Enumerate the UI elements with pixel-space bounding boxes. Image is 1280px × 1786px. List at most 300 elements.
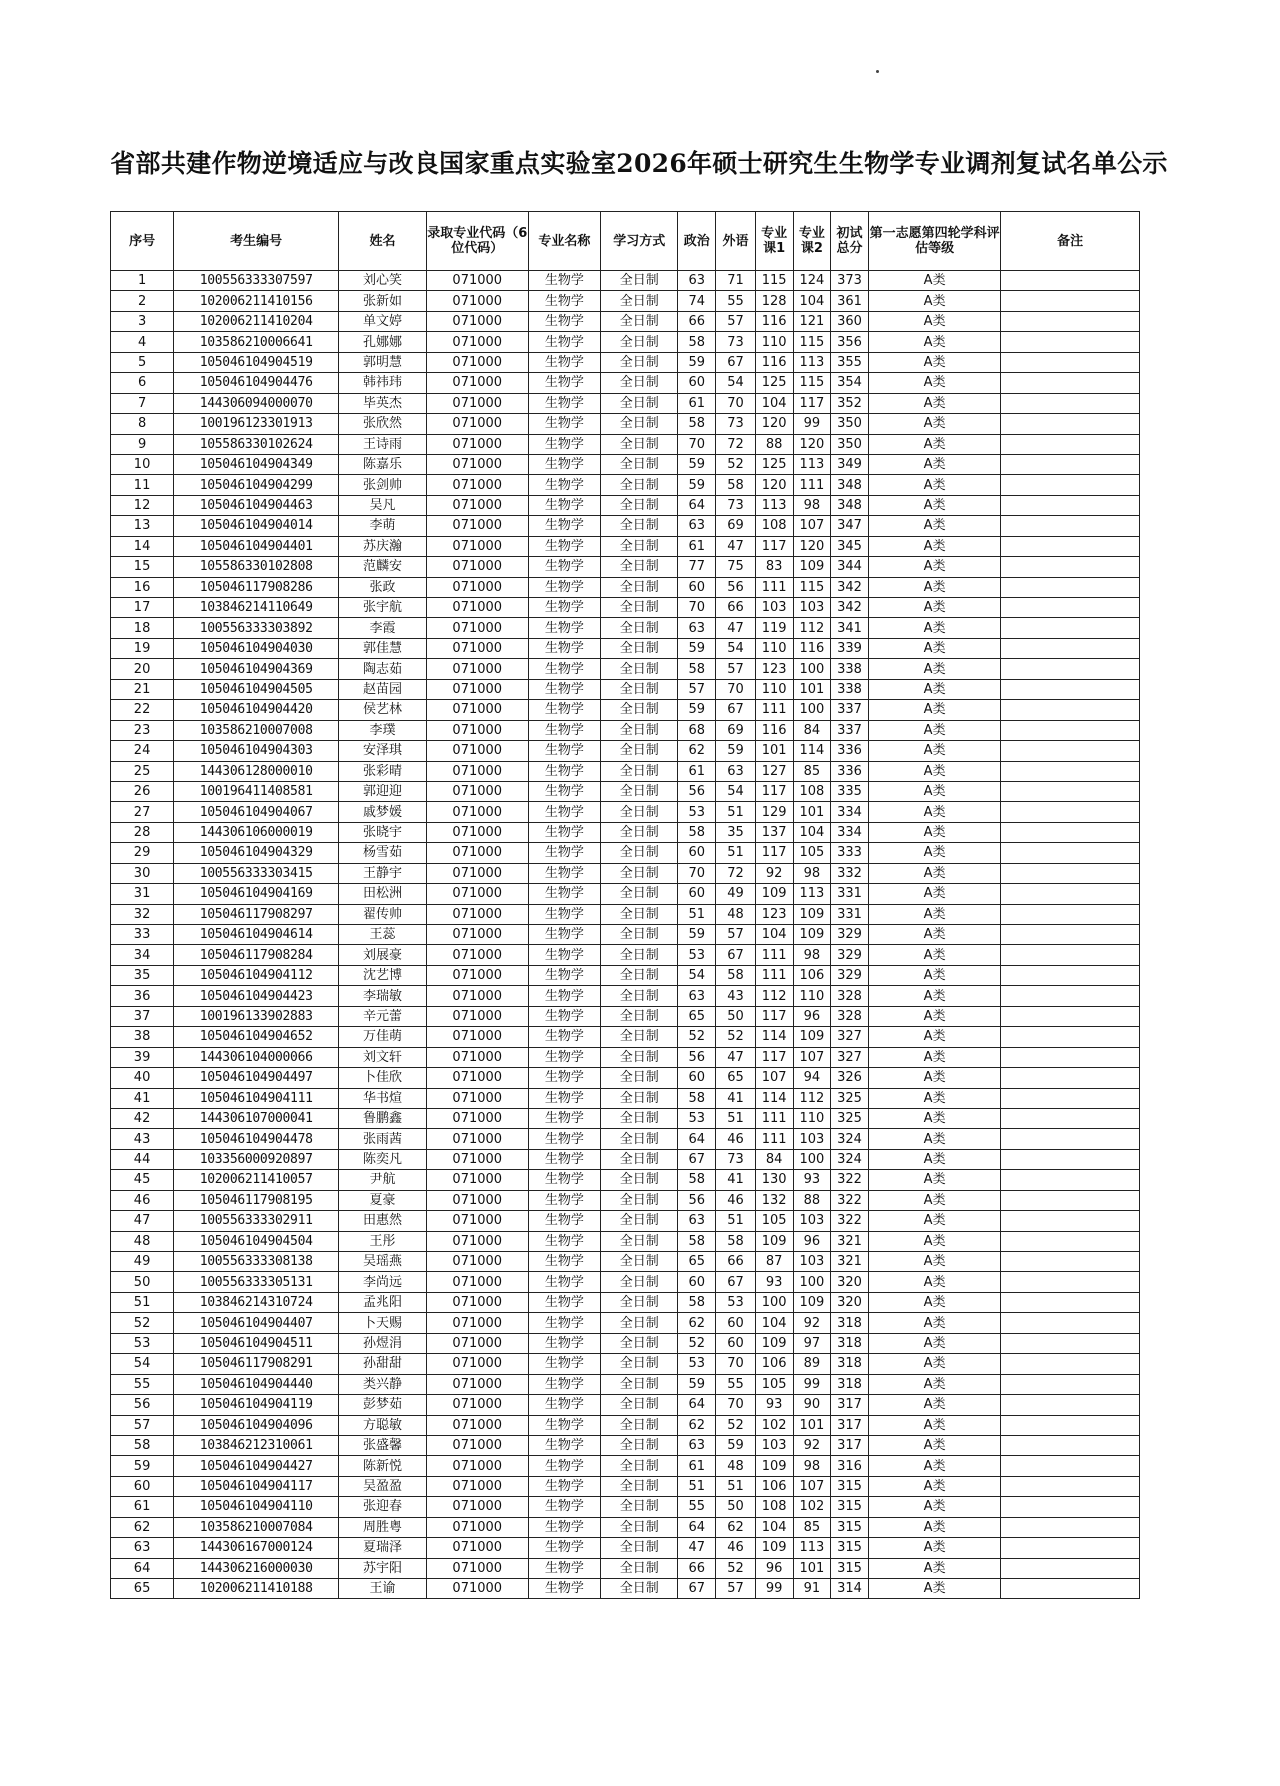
table-cell: 071000	[426, 720, 528, 740]
table-cell: 105046104904299	[174, 475, 339, 495]
table-row	[111, 1129, 1140, 1149]
table-cell: 生物学	[528, 1354, 600, 1374]
table-cell: 339	[831, 638, 869, 658]
table-cell: 071000	[426, 1354, 528, 1374]
table-cell: 4	[111, 332, 174, 352]
table-row	[111, 638, 1140, 658]
table-cell: 毕英杰	[339, 393, 427, 413]
table-cell: 071000	[426, 1497, 528, 1517]
table-cell: A类	[868, 291, 1000, 311]
table-cell: 109	[755, 1231, 793, 1251]
table-cell	[1001, 291, 1140, 311]
table-row	[111, 659, 1140, 679]
column-header: 录取专业代码（6位代码）	[426, 212, 528, 271]
table-cell: 97	[793, 1333, 831, 1353]
table-cell: 全日制	[601, 1272, 678, 1292]
table-cell: 67	[716, 352, 756, 372]
table-cell: 102006211410204	[174, 311, 339, 331]
table-cell: 53	[716, 1292, 756, 1312]
table-cell: 071000	[426, 414, 528, 434]
table-cell: 生物学	[528, 1292, 600, 1312]
table-cell: A类	[868, 577, 1000, 597]
table-cell: 103846214110649	[174, 598, 339, 618]
table-cell: 王谕	[339, 1579, 427, 1599]
table-row	[111, 1272, 1140, 1292]
table-cell: A类	[868, 1374, 1000, 1394]
table-cell: 53	[111, 1333, 174, 1353]
table-cell	[1001, 1456, 1140, 1476]
table-cell: 109	[793, 557, 831, 577]
table-row	[111, 1292, 1140, 1312]
table-cell: 生物学	[528, 761, 600, 781]
table-cell: A类	[868, 332, 1000, 352]
table-cell: 123	[755, 659, 793, 679]
table-cell: 58	[678, 1292, 716, 1312]
table-cell	[1001, 720, 1140, 740]
table-cell: 生物学	[528, 291, 600, 311]
table-cell: 116	[755, 720, 793, 740]
table-cell: 生物学	[528, 454, 600, 474]
table-cell: 56	[678, 1047, 716, 1067]
table-cell: 105046104904030	[174, 638, 339, 658]
table-cell: 生物学	[528, 986, 600, 1006]
table-cell: 338	[831, 659, 869, 679]
table-cell: 314	[831, 1579, 869, 1599]
table-cell: 陈奕凡	[339, 1149, 427, 1169]
table-cell: 全日制	[601, 577, 678, 597]
table-cell: 全日制	[601, 332, 678, 352]
table-cell	[1001, 1068, 1140, 1088]
table-cell: A类	[868, 1538, 1000, 1558]
table-cell: 113	[793, 352, 831, 372]
table-cell: 100556333305131	[174, 1272, 339, 1292]
table-cell: 全日制	[601, 741, 678, 761]
table-cell: 田松洲	[339, 884, 427, 904]
table-cell: 13	[111, 516, 174, 536]
table-cell: 全日制	[601, 700, 678, 720]
table-cell	[1001, 679, 1140, 699]
table-cell	[1001, 393, 1140, 413]
table-cell: 104	[755, 925, 793, 945]
table-cell: A类	[868, 1558, 1000, 1578]
table-cell: 071000	[426, 700, 528, 720]
table-cell: 66	[678, 1558, 716, 1578]
table-cell: 47	[716, 536, 756, 556]
table-cell: 2	[111, 291, 174, 311]
table-row	[111, 1231, 1140, 1251]
table-cell: 071000	[426, 1292, 528, 1312]
table-cell: 58	[678, 659, 716, 679]
table-row	[111, 1190, 1140, 1210]
table-cell: 全日制	[601, 1476, 678, 1496]
table-cell: 61	[678, 1456, 716, 1476]
table-row	[111, 1088, 1140, 1108]
table-cell: A类	[868, 618, 1000, 638]
table-cell	[1001, 822, 1140, 842]
table-cell: 48	[716, 904, 756, 924]
table-cell: 37	[111, 1006, 174, 1026]
table-cell: 70	[716, 1354, 756, 1374]
table-cell: 63	[678, 618, 716, 638]
table-cell: 田惠然	[339, 1211, 427, 1231]
table-cell: 全日制	[601, 761, 678, 781]
table-cell: 100	[793, 659, 831, 679]
table-cell: 104	[793, 291, 831, 311]
table-cell: 318	[831, 1354, 869, 1374]
table-cell: 102	[755, 1415, 793, 1435]
table-cell: A类	[868, 679, 1000, 699]
table-cell: 341	[831, 618, 869, 638]
table-cell: 113	[793, 884, 831, 904]
table-cell: 74	[678, 291, 716, 311]
table-cell: 071000	[426, 925, 528, 945]
table-cell: 47	[111, 1211, 174, 1231]
table-cell: 全日制	[601, 1374, 678, 1394]
table-cell: 52	[716, 1558, 756, 1578]
table-cell: 生物学	[528, 1211, 600, 1231]
table-cell: 生物学	[528, 1272, 600, 1292]
table-cell: 132	[755, 1190, 793, 1210]
table-row	[111, 1558, 1140, 1578]
table-cell: 105046117908291	[174, 1354, 339, 1374]
table-cell: 全日制	[601, 1129, 678, 1149]
column-header: 学习方式	[601, 212, 678, 271]
table-cell: 114	[755, 1088, 793, 1108]
table-cell: 101	[793, 1558, 831, 1578]
table-cell: 321	[831, 1231, 869, 1251]
table-cell	[1001, 1231, 1140, 1251]
table-cell: 46	[111, 1190, 174, 1210]
table-cell	[1001, 454, 1140, 474]
table-cell: 67	[678, 1149, 716, 1169]
table-cell: 全日制	[601, 1558, 678, 1578]
table-row	[111, 986, 1140, 1006]
table-cell: 114	[793, 741, 831, 761]
table-cell: 46	[716, 1190, 756, 1210]
table-cell: 全日制	[601, 598, 678, 618]
table-cell: A类	[868, 741, 1000, 761]
table-cell: 110	[755, 679, 793, 699]
table-cell: 071000	[426, 1415, 528, 1435]
table-cell: 孙煜涓	[339, 1333, 427, 1353]
table-cell: 65	[678, 1006, 716, 1026]
table-cell: 64	[678, 1517, 716, 1537]
table-cell: 华书煊	[339, 1088, 427, 1108]
table-cell: 42	[111, 1108, 174, 1128]
column-header: 外语	[716, 212, 756, 271]
table-cell: 生物学	[528, 516, 600, 536]
table-cell: A类	[868, 1313, 1000, 1333]
table-cell: 071000	[426, 373, 528, 393]
table-cell: 67	[678, 1579, 716, 1599]
table-cell: 15	[111, 557, 174, 577]
table-cell: 全日制	[601, 1231, 678, 1251]
table-cell: 071000	[426, 1476, 528, 1496]
table-cell: 生物学	[528, 1517, 600, 1537]
table-cell: 96	[793, 1231, 831, 1251]
table-cell: 生物学	[528, 1476, 600, 1496]
table-cell: 全日制	[601, 843, 678, 863]
table-cell: 58	[678, 414, 716, 434]
table-cell: 安泽琪	[339, 741, 427, 761]
table-cell: 55	[111, 1374, 174, 1394]
table-cell: 69	[716, 516, 756, 536]
table-cell: 100556333308138	[174, 1252, 339, 1272]
table-cell: 44	[111, 1149, 174, 1169]
table-cell: 93	[793, 1170, 831, 1190]
table-cell: 071000	[426, 271, 528, 291]
table-cell	[1001, 1476, 1140, 1496]
table-cell: 071000	[426, 741, 528, 761]
table-cell: 071000	[426, 863, 528, 883]
table-cell: 61	[678, 393, 716, 413]
table-cell: 071000	[426, 781, 528, 801]
table-cell: 全日制	[601, 434, 678, 454]
table-cell: 63	[678, 1435, 716, 1455]
table-cell: 70	[678, 598, 716, 618]
table-cell	[1001, 1108, 1140, 1128]
table-cell: A类	[868, 1068, 1000, 1088]
table-cell: 生物学	[528, 1538, 600, 1558]
table-cell: 27	[111, 802, 174, 822]
table-cell: 325	[831, 1108, 869, 1128]
table-cell: 103846214310724	[174, 1292, 339, 1312]
table-cell: 生物学	[528, 822, 600, 842]
table-cell: 36	[111, 986, 174, 1006]
table-cell: 47	[716, 1047, 756, 1067]
table-cell: 全日制	[601, 1538, 678, 1558]
table-cell: 61	[678, 536, 716, 556]
table-cell: 071000	[426, 1047, 528, 1067]
table-cell: 范麟安	[339, 557, 427, 577]
table-cell: 吴盈盈	[339, 1476, 427, 1496]
table-cell: 98	[793, 495, 831, 515]
table-cell: 58	[111, 1435, 174, 1455]
table-cell: A类	[868, 1027, 1000, 1047]
table-cell	[1001, 1252, 1140, 1272]
table-cell: 61	[678, 761, 716, 781]
table-cell: 110	[755, 638, 793, 658]
table-cell: 夏豪	[339, 1190, 427, 1210]
table-cell: 59	[678, 925, 716, 945]
table-cell: 107	[793, 1476, 831, 1496]
table-cell: 071000	[426, 1395, 528, 1415]
table-cell	[1001, 475, 1140, 495]
table-row	[111, 352, 1140, 372]
table-cell: 105	[793, 843, 831, 863]
table-cell: 105046117908286	[174, 577, 339, 597]
table-cell: 张政	[339, 577, 427, 597]
table-cell: 336	[831, 761, 869, 781]
table-cell: 16	[111, 577, 174, 597]
table-cell: 91	[793, 1579, 831, 1599]
table-cell: 334	[831, 802, 869, 822]
table-cell: 生物学	[528, 311, 600, 331]
table-cell: 60	[678, 1068, 716, 1088]
table-cell: A类	[868, 1333, 1000, 1353]
table-cell	[1001, 965, 1140, 985]
table-cell: 张彩晴	[339, 761, 427, 781]
table-cell: 105046117908297	[174, 904, 339, 924]
table-cell: 66	[716, 598, 756, 618]
table-cell: 101	[793, 1415, 831, 1435]
table-cell: 325	[831, 1088, 869, 1108]
table-cell: 64	[678, 495, 716, 515]
table-cell: 51	[678, 1476, 716, 1496]
table-cell: 111	[755, 1129, 793, 1149]
table-cell: 全日制	[601, 414, 678, 434]
table-cell	[1001, 271, 1140, 291]
table-cell: 吴凡	[339, 495, 427, 515]
table-cell: 071000	[426, 1088, 528, 1108]
table-cell: 111	[755, 965, 793, 985]
table-cell: 51	[716, 843, 756, 863]
table-cell: 109	[755, 1333, 793, 1353]
table-cell: 47	[678, 1538, 716, 1558]
table-cell: 56	[716, 577, 756, 597]
table-cell: 348	[831, 475, 869, 495]
table-cell: 类兴静	[339, 1374, 427, 1394]
table-cell: 孙甜甜	[339, 1354, 427, 1374]
table-cell: 58	[678, 822, 716, 842]
table-cell	[1001, 1374, 1140, 1394]
table-row	[111, 1456, 1140, 1476]
table-cell: A类	[868, 598, 1000, 618]
table-cell: 58	[678, 1088, 716, 1108]
table-row	[111, 1006, 1140, 1026]
table-cell: 318	[831, 1313, 869, 1333]
table-cell: 35	[111, 965, 174, 985]
table-cell: 125	[755, 373, 793, 393]
table-cell: 全日制	[601, 1149, 678, 1169]
table-cell: 60	[111, 1476, 174, 1496]
table-cell: 59	[111, 1456, 174, 1476]
table-cell: 071000	[426, 536, 528, 556]
table-cell: 328	[831, 1006, 869, 1026]
table-cell: 58	[678, 1170, 716, 1190]
table-header-row	[111, 212, 1140, 271]
table-cell: 85	[793, 761, 831, 781]
table-cell: 93	[755, 1272, 793, 1292]
table-cell: 335	[831, 781, 869, 801]
table-cell: 104	[755, 1313, 793, 1333]
table-cell: 071000	[426, 557, 528, 577]
table-cell: 071000	[426, 352, 528, 372]
table-cell: A类	[868, 516, 1000, 536]
table-row	[111, 781, 1140, 801]
table-cell: 62	[678, 741, 716, 761]
table-cell: A类	[868, 271, 1000, 291]
table-cell: 73	[716, 332, 756, 352]
table-cell: 万佳萌	[339, 1027, 427, 1047]
table-cell	[1001, 986, 1140, 1006]
table-cell: 苏宇阳	[339, 1558, 427, 1578]
table-cell: 326	[831, 1068, 869, 1088]
table-cell: 张欣然	[339, 414, 427, 434]
table-cell: 生物学	[528, 863, 600, 883]
table-cell: 18	[111, 618, 174, 638]
table-row	[111, 434, 1140, 454]
table-cell: 68	[678, 720, 716, 740]
table-cell: 109	[793, 925, 831, 945]
table-cell: 62	[678, 1415, 716, 1435]
table-cell: 318	[831, 1333, 869, 1353]
table-cell: 生物学	[528, 1006, 600, 1026]
table-cell: 115	[793, 373, 831, 393]
table-cell: A类	[868, 414, 1000, 434]
table-cell: 144306106000019	[174, 822, 339, 842]
table-row	[111, 945, 1140, 965]
column-header: 专业名称	[528, 212, 600, 271]
table-cell: A类	[868, 1497, 1000, 1517]
table-cell: 戚梦媛	[339, 802, 427, 822]
table-cell: 071000	[426, 291, 528, 311]
table-cell: 071000	[426, 945, 528, 965]
table-cell: 99	[755, 1579, 793, 1599]
table-cell: 全日制	[601, 373, 678, 393]
table-cell: 105046104904427	[174, 1456, 339, 1476]
table-cell: A类	[868, 904, 1000, 924]
table-cell: 生物学	[528, 1579, 600, 1599]
table-cell: 125	[755, 454, 793, 474]
table-row	[111, 557, 1140, 577]
table-cell: 105046104904067	[174, 802, 339, 822]
table-row	[111, 577, 1140, 597]
table-cell: 128	[755, 291, 793, 311]
table-cell	[1001, 802, 1140, 822]
table-cell: 全日制	[601, 1088, 678, 1108]
table-cell: 87	[755, 1252, 793, 1272]
table-cell: 071000	[426, 1579, 528, 1599]
table-cell: 全日制	[601, 884, 678, 904]
table-cell: 100	[793, 700, 831, 720]
table-cell: 生物学	[528, 1374, 600, 1394]
table-cell: 88	[793, 1190, 831, 1210]
table-cell: A类	[868, 536, 1000, 556]
table-cell: 317	[831, 1415, 869, 1435]
table-cell	[1001, 781, 1140, 801]
table-cell: 320	[831, 1272, 869, 1292]
table-cell: 98	[793, 863, 831, 883]
table-cell: 127	[755, 761, 793, 781]
table-cell: A类	[868, 659, 1000, 679]
table-cell: 生物学	[528, 332, 600, 352]
table-cell: 105046104904463	[174, 495, 339, 515]
table-cell: 071000	[426, 434, 528, 454]
table-cell: 071000	[426, 454, 528, 474]
table-cell: 生物学	[528, 1558, 600, 1578]
table-row	[111, 495, 1140, 515]
table-cell: 51	[716, 1211, 756, 1231]
table-cell: A类	[868, 475, 1000, 495]
table-cell: 116	[755, 311, 793, 331]
table-cell: 吴瑶燕	[339, 1252, 427, 1272]
table-cell: 57	[716, 1579, 756, 1599]
table-cell: 111	[755, 577, 793, 597]
table-cell: 071000	[426, 1027, 528, 1047]
table-cell: 生物学	[528, 1170, 600, 1190]
table-cell: 105046104904349	[174, 454, 339, 474]
table-cell: 317	[831, 1395, 869, 1415]
table-cell: 生物学	[528, 638, 600, 658]
table-cell: 21	[111, 679, 174, 699]
table-cell	[1001, 884, 1140, 904]
table-cell: 101	[755, 741, 793, 761]
table-cell: A类	[868, 1272, 1000, 1292]
table-cell	[1001, 1129, 1140, 1149]
table-cell	[1001, 904, 1140, 924]
table-cell: 100556333302911	[174, 1211, 339, 1231]
